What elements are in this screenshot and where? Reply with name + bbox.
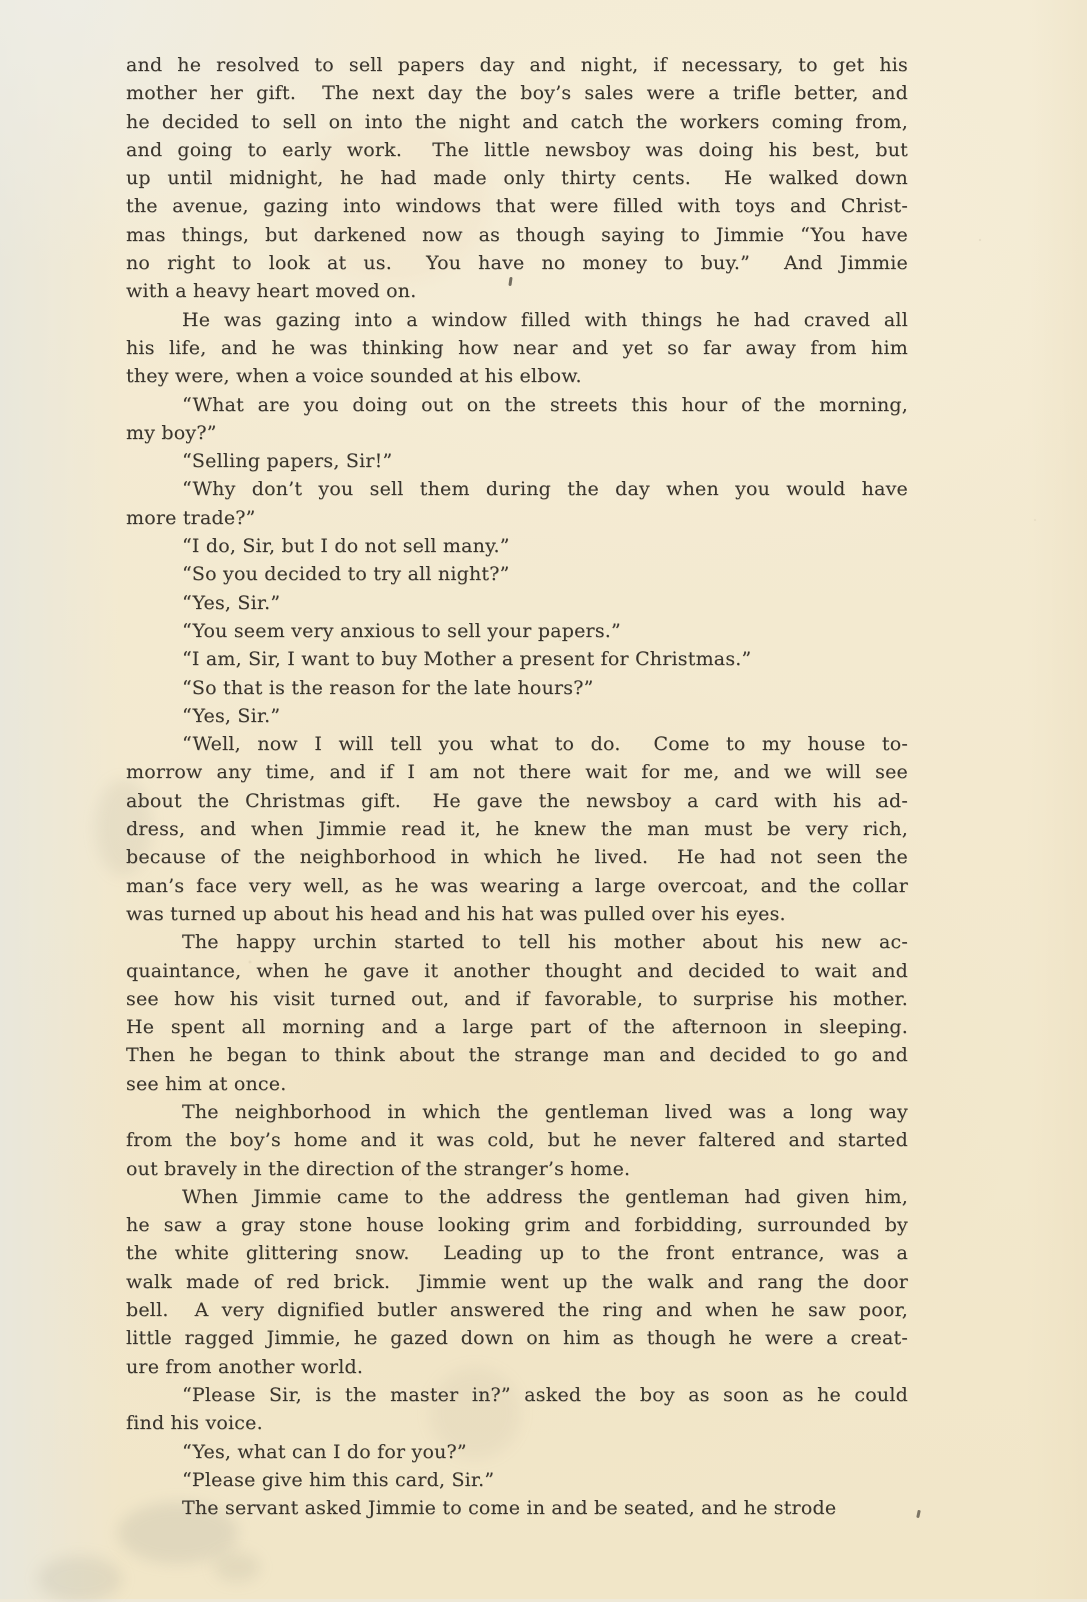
- text-line: because of the neighborhood in which he lived. He had not seen the: [126, 846, 908, 869]
- paragraph: [126, 1466, 908, 1494]
- text-line: my boy?”: [126, 421, 217, 444]
- paragraph: [126, 447, 908, 475]
- text-line: ure from another world.: [126, 1355, 364, 1378]
- paragraph: [126, 617, 908, 645]
- text-line: walk made of red brick. Jimmie went up the walk and rang the door: [126, 1270, 908, 1293]
- text-line: with a heavy heart moved on.: [126, 280, 417, 303]
- text-line: Then he began to think about the strange man and decided to go and: [126, 1044, 908, 1067]
- paper-stain: [214, 1552, 260, 1582]
- text-line: he decided to sell on into the night and catch the workers coming from,: [126, 110, 908, 133]
- text-line: “Please Sir, is the master in?” asked the boy as soon as he could: [182, 1383, 908, 1406]
- text-line: mas things, but darkened now as though saying to Jimmie “You have: [126, 223, 908, 246]
- text-line: see him at once.: [126, 1072, 287, 1095]
- paragraph: [126, 1438, 908, 1466]
- text-line: the white glittering snow. Leading up to the front entrance, was a: [126, 1242, 908, 1265]
- paragraph: [126, 532, 908, 560]
- text-line: “So you decided to try all night?”: [182, 563, 510, 586]
- text-line: they were, when a voice sounded at his elbow.: [126, 365, 582, 388]
- text-line: no right to look at us. You have no money to buy.” And Jimmie: [126, 252, 908, 275]
- text-line: “Please give him this card, Sir.”: [182, 1468, 495, 1491]
- text-line: The neighborhood in which the gentleman lived was a long way: [182, 1100, 908, 1123]
- text-line: “Yes, what can I do for you?”: [182, 1440, 467, 1463]
- text-line: find his voice.: [126, 1412, 263, 1435]
- paragraph: [126, 391, 908, 448]
- text-line: morrow any time, and if I am not there wait for me, and we will see: [126, 761, 908, 784]
- paragraph: [126, 730, 908, 928]
- text-line: and he resolved to sell papers day and night, if necessary, to get his: [126, 54, 908, 76]
- text-line: and going to early work. The little newsboy was doing his best, but: [126, 138, 908, 161]
- text-line: bell. A very dignified butler answered the ring and when he saw poor,: [126, 1299, 908, 1322]
- text-line: “I am, Sir, I want to buy Mother a present for Christmas.”: [182, 648, 752, 671]
- paragraph: [126, 702, 908, 730]
- paragraph: [126, 475, 908, 532]
- text-line: out bravely in the direction of the stranger’s home.: [126, 1157, 631, 1180]
- paragraph: [126, 674, 908, 702]
- text-line: from the boy’s home and it was cold, but he never faltered and started: [126, 1129, 908, 1152]
- text-line: The happy urchin started to tell his mother about his new ac-: [182, 931, 908, 954]
- paragraph: [126, 51, 908, 306]
- text-line: “So that is the reason for the late hours?”: [182, 676, 594, 699]
- story-text: [126, 51, 908, 1522]
- text-line: “Yes, Sir.”: [182, 591, 281, 614]
- text-line: quaintance, when he gave it another thought and decided to wait and: [126, 959, 908, 982]
- text-line: about the Christmas gift. He gave the newsboy a card with his ad-: [126, 789, 908, 812]
- text-line: “What are you doing out on the streets this hour of the morning,: [182, 393, 908, 416]
- text-line: “Well, now I will tell you what to do. Come to my house to-: [182, 733, 908, 756]
- paragraph: [126, 1098, 908, 1183]
- text-line: “I do, Sir, but I do not sell many.”: [182, 535, 510, 558]
- paragraph: [126, 560, 908, 588]
- text-line: his life, and he was thinking how near and yet so far away from him: [126, 336, 908, 359]
- paragraph: [126, 1381, 908, 1438]
- text-line: the avenue, gazing into windows that were filled with toys and Christ-: [126, 195, 908, 218]
- text-line: He spent all morning and a large part of the afternoon in sleeping.: [126, 1016, 908, 1039]
- text-line: see how his visit turned out, and if favorable, to surprise his mother.: [126, 987, 908, 1010]
- ink-speck: [916, 1510, 921, 1518]
- text-line: “Yes, Sir.”: [182, 704, 281, 727]
- paragraph: [126, 1494, 908, 1522]
- text-line: more trade?”: [126, 506, 256, 529]
- paragraph: [126, 928, 908, 1098]
- text-line: up until midnight, he had made only thirty cents. He walked down: [126, 167, 908, 190]
- text-line: He was gazing into a window filled with things he had craved all: [182, 308, 908, 331]
- paragraph: [126, 1183, 908, 1381]
- text-line: The servant asked Jimmie to come in and be seated, and he strode: [182, 1497, 837, 1520]
- paragraph: [126, 589, 908, 617]
- text-line: mother her gift. The next day the boy’s sales were a trifle better, and: [126, 82, 908, 105]
- text-line: man’s face very well, as he was wearing a large overcoat, and the collar: [126, 874, 908, 897]
- text-line: little ragged Jimmie, he gazed down on him as though he were a creat-: [126, 1327, 908, 1350]
- text-line: dress, and when Jimmie read it, he knew the man must be very rich,: [126, 818, 908, 841]
- text-line: he saw a gray stone house looking grim and forbidding, surrounded by: [126, 1214, 908, 1237]
- paper-stain: [38, 1556, 122, 1602]
- text-line: “Why don’t you sell them during the day when you would have: [182, 478, 908, 501]
- text-line: When Jimmie came to the address the gentleman had given him,: [182, 1185, 908, 1208]
- text-line: was turned up about his head and his hat was pulled over his eyes.: [126, 902, 786, 925]
- text-line: “Selling papers, Sir!”: [182, 450, 393, 473]
- text-line: “You seem very anxious to sell your papers.”: [182, 619, 621, 642]
- paragraph: [126, 645, 908, 673]
- paragraph: [126, 306, 908, 391]
